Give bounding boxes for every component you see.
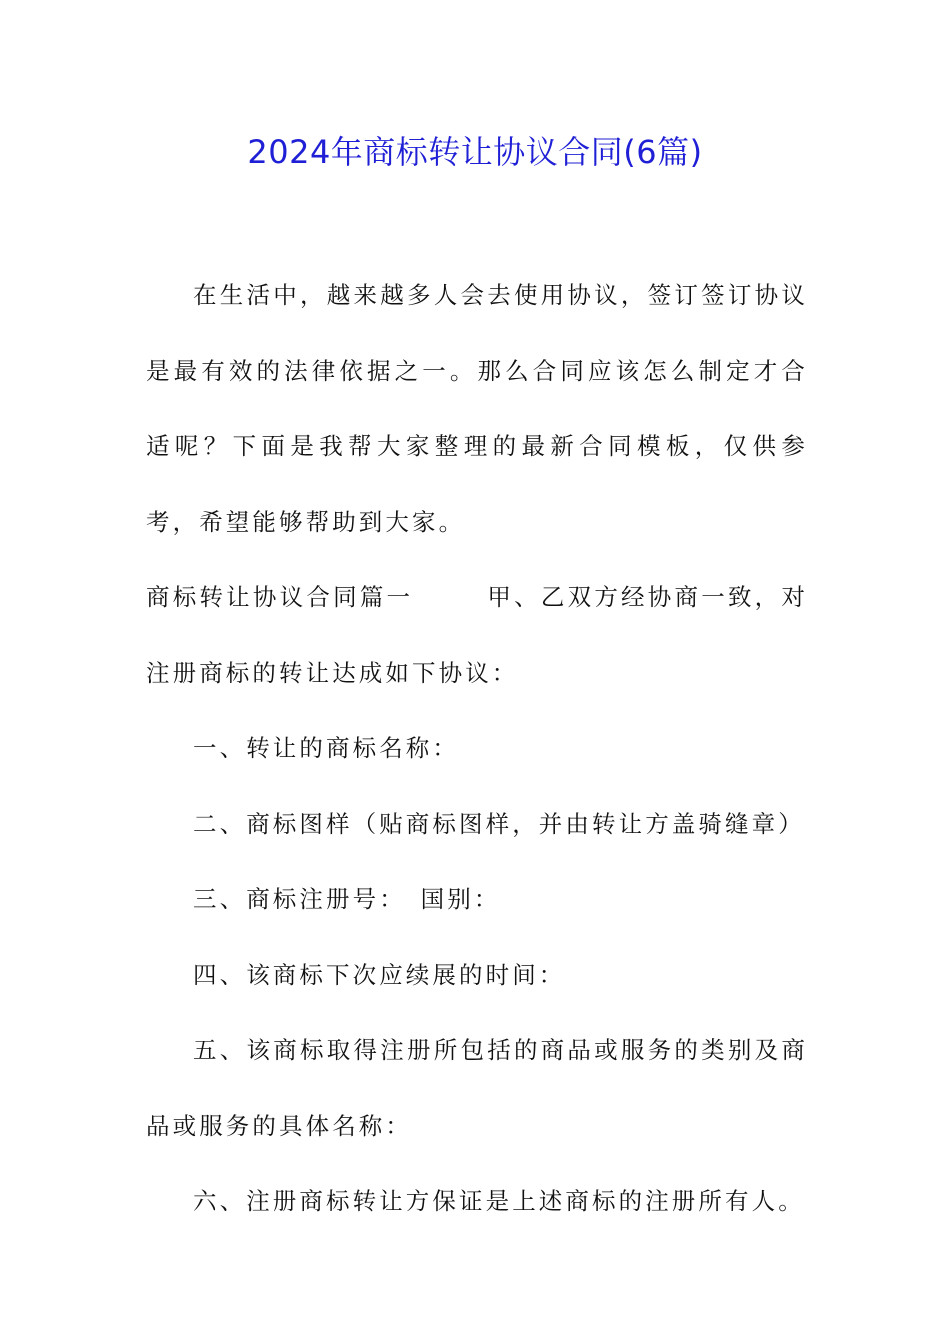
clause-3: 三、商标注册号： 国别： [193,885,501,913]
clause-1: 一、转让的商标名称： [193,734,459,762]
intro-paragraph: 在生活中，越来越多人会去使用协议，签订签订协议是最有效的法律依据之一。那么合同应该怎么制定才合适呢？下面是我帮大家整理的最新合同模板，仅供参考，希望能够帮助到大家。 [146,281,808,536]
document-title: 2024年商标转让协议合同(6篇) [247,133,703,171]
section-heading: 商标转让协议合同篇一 [146,583,414,611]
document-body [146,258,808,1240]
clause-4: 四、该商标下次应续展的时间： [193,960,566,989]
section-paragraph [146,560,808,711]
section-lead: 甲、乙双方经协商一致，对注册商标的转让达成如下协议： [146,583,809,687]
clause-6: 六、注册商标转让方保证是上述商标的注册所有人。 [193,1187,805,1215]
clause-5: 五、该商标取得注册所包括的商品或服务的类别及商品或服务的具体名称： [146,1036,808,1140]
clause-2: 二、商标图样（贴商标图样，并由转让方盖骑缝章） [193,809,805,838]
